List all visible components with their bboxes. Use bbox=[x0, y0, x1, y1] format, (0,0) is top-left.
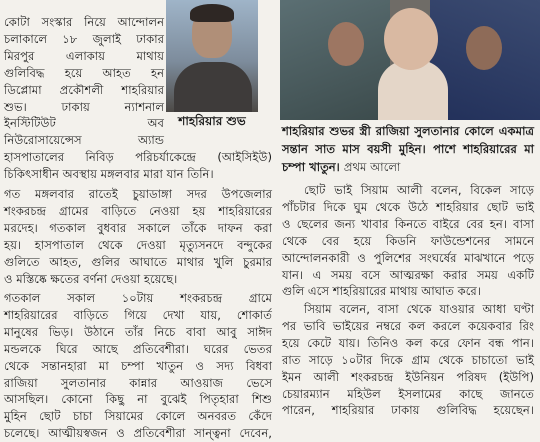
text-line: পাঁচটার দিকে ঘুম থেকে উঠে শাহরিয়ার ছোট ভাই bbox=[282, 199, 534, 214]
text-line: মুহিন ছোট চাচা সিয়ামের কোলে অনবরত কেঁদে bbox=[4, 409, 272, 424]
text-line: হাসপাতালের নিবিড় পরিচর্যাকেন্দ্রে (আইসিইউ) bbox=[4, 150, 272, 164]
text-line: শুভ। ঢাকায় ন্যাশনাল bbox=[4, 99, 164, 114]
text-line: পর ভাবি ভাইয়ের নম্বরে কল করলে কয়েকবার রিং bbox=[282, 318, 534, 333]
text-line: গুলি এসে শাহরিয়ারের মাথায় আঘাত করে। bbox=[282, 284, 481, 299]
right-paragraph-siam bbox=[282, 182, 534, 300]
lead-paragraph-top bbox=[4, 14, 164, 149]
text-line: গতকাল সকাল ১০টায় শংকরচন্দ্র গ্রামে bbox=[4, 291, 272, 305]
text-line: চলেছে। আত্মীয়স্বজন ও প্রতিবেশীরা সান্ত্বনা দেবেন, bbox=[4, 426, 272, 441]
text-line: পারেন, শাহরিয়ার ঢাকায় গুলিবিদ্ধ হয়েছেন। bbox=[282, 403, 534, 418]
text-line: মানুষের ভিড়। উঠানে তাঁর নিচে বাবা আবু সাঈদ bbox=[4, 324, 272, 339]
text-line: চলাকালে ১৮ জুলাই ঢাকার bbox=[4, 31, 164, 46]
right-paragraph-call bbox=[282, 301, 534, 419]
text-line: আন্দোলনকারী ও পুলিশের সংঘর্ষের মাঝখানে পড়ে bbox=[282, 250, 534, 265]
photo-face-right bbox=[466, 26, 502, 70]
paragraph-funeral bbox=[4, 186, 272, 287]
text-line: আসছিল। কোনো কিছু না বুঝেই পিতৃহারা শিশু bbox=[4, 392, 272, 407]
text-line: থেকে বের হয়ে কিডনি ফাউন্ডেশনের সামনে bbox=[282, 233, 534, 248]
text-line: চিকিৎসাধীন অবস্থায় মঙ্গলবার মারা যান তিনি। bbox=[4, 166, 214, 181]
text-line: ইনস্টিটিউট অব bbox=[4, 116, 164, 131]
text-line: ও মস্তিষ্কে ক্ষতের বর্ণনা দেওয়া হয়েছে। bbox=[4, 271, 178, 286]
text-line: গুলিতে আহত, গুলির আঘাতে মাথার খুলি চুরমার bbox=[4, 254, 272, 269]
text-line: মিরপুর এলাকায় মাথায় bbox=[4, 48, 164, 63]
photo-face-left bbox=[328, 22, 364, 66]
text-line: ও ছেলের জন্য খাবার কিনতে বাইরে বের হন। বাসা bbox=[282, 216, 534, 231]
text-line: নিউরোসায়েন্সেস অ্যান্ড bbox=[4, 133, 164, 148]
lead-paragraph-bottom bbox=[4, 149, 272, 183]
text-line: কোটা সংস্কার নিয়ে আন্দোলন bbox=[4, 15, 164, 29]
portrait-figure-hair bbox=[190, 4, 234, 22]
portrait-photo bbox=[166, 0, 258, 112]
text-line: সিয়াম বলেন, বাসা থেকে যাওয়ার আধা ঘণ্টা bbox=[304, 302, 534, 316]
text-line: চেয়ারম্যান মহিউল ইসলামের কাছে জানতে bbox=[282, 386, 534, 401]
text-line: মন্ডলকে ঘিরে আছে প্রতিবেশীরা। ঘরের ভেতর bbox=[4, 341, 272, 356]
text-line: শংকরচন্দ্র গ্রামের বাড়িতে নেওয়া হয় শাহরিয়ারের bbox=[4, 203, 272, 218]
photo-credit: প্রথম আলো bbox=[343, 160, 401, 174]
text-line: হয়। হাসপাতাল থেকে দেওয়া মৃত্যুসনদে বন্দুকের bbox=[4, 237, 272, 252]
photo-baby-head bbox=[384, 8, 438, 70]
paragraph-village-visit bbox=[4, 290, 272, 442]
portrait-caption: শাহরিয়ার শুভ bbox=[178, 114, 246, 128]
portrait-figure-body bbox=[174, 62, 252, 112]
text-line: মরদেহ। গতকাল বুধবার সকালে তাঁকে দাফন করা bbox=[4, 220, 272, 235]
text-line: যান। এ সময় বসে আত্মরক্ষা করার সময় একটি bbox=[282, 267, 534, 282]
text-line: ডিপ্লোমা প্রকৌশলী শাহরিয়ার bbox=[4, 82, 164, 97]
text-line: ইমন আলী শংকরচন্দ্র ইউনিয়ন পরিষদ (ইউপি) bbox=[282, 369, 534, 384]
family-photo bbox=[280, 0, 540, 120]
text-line: রাত সাড়ে ১০টার দিকে গ্রাম থেকে চাচাতো ভাই bbox=[282, 352, 534, 367]
text-line: হয়ে কেটে যায়। তিনিও কল করে ফোন বন্ধ পান। bbox=[282, 335, 534, 350]
text-line: গুলিবিদ্ধ হয়ে আহত হন bbox=[4, 65, 164, 80]
text-line: গত মঙ্গলবার রাতেই চুয়াডাঙ্গা সদর উপজেলার bbox=[4, 187, 272, 201]
text-line: থেকে সন্তানহারা মা চম্পা খাতুন ও সদ্য বিধবা bbox=[4, 358, 272, 373]
text-line: রাজিয়া সুলতানার কান্নার আওয়াজ ভেসে bbox=[4, 375, 272, 390]
text-line: শাহরিয়ারের বাড়িতে গিয়ে দেখা যায়, শোকার্ত bbox=[4, 307, 272, 322]
text-line: ছোট ভাই সিয়াম আলী বলেন, বিকেল সাড়ে bbox=[304, 183, 534, 197]
photo-caption bbox=[282, 122, 534, 176]
photo-caption-text: শাহরিয়ার শুভর স্ত্রী রাজিয়া সুলতানার কোলে একমাত্র সন্তান সাত মাস বয়সী মুহিন। পাশে শাহরিয়ারের মা চম্পা খাতুন। bbox=[282, 124, 534, 174]
